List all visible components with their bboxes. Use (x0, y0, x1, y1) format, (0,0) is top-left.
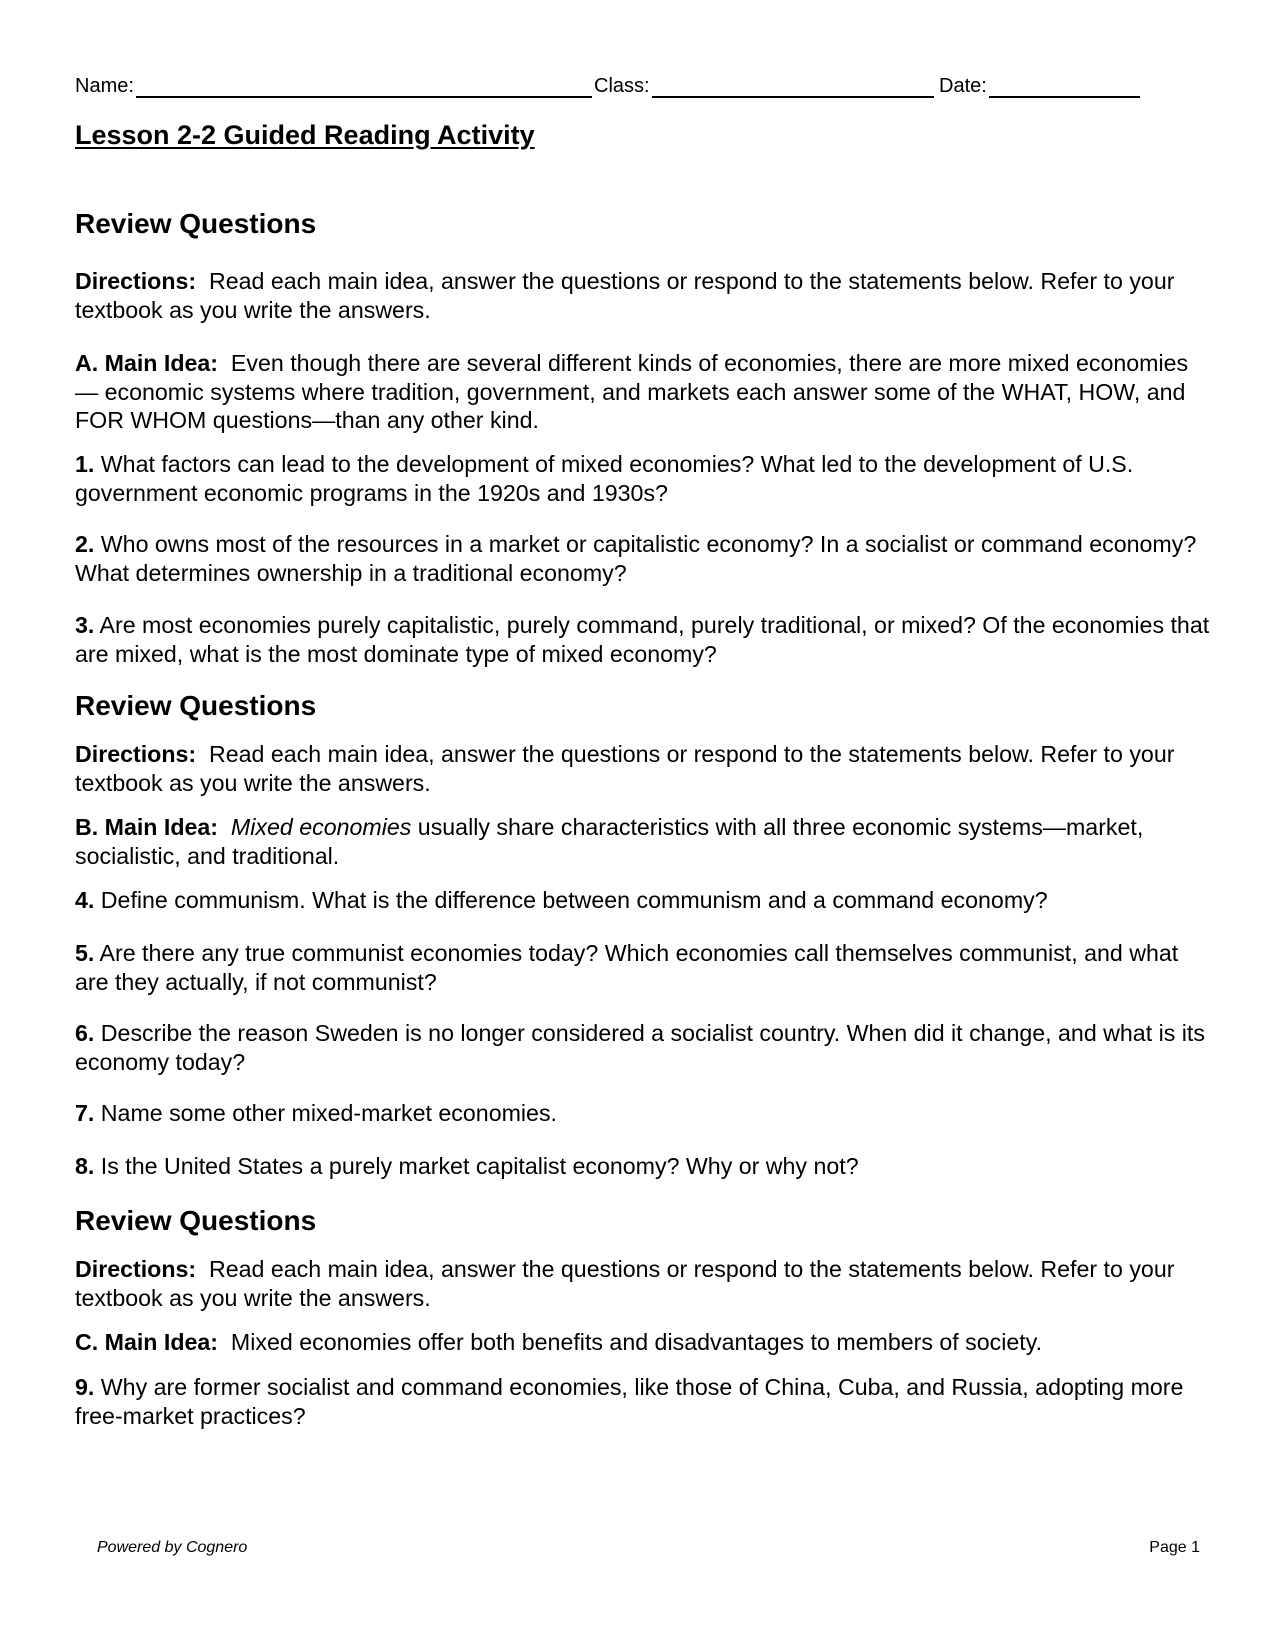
question (75, 450, 1210, 507)
question-text: Define communism. What is the difference between communism and a command economy? (100, 887, 1048, 913)
question-text: Are most economies purely capitalistic, purely command, purely traditional, or mixed? Of the economies that are mixed, what is the most dominate type of mixed economy? (75, 612, 1210, 667)
section-heading: Review Questions (75, 1205, 317, 1236)
main-idea-italic: Mixed economies (230, 814, 412, 840)
page-number: Page 1 (1149, 1539, 1200, 1556)
date-blank-line[interactable] (989, 74, 1140, 98)
question (75, 1152, 1210, 1181)
section-heading: Review Questions (75, 208, 317, 239)
directions-text: Read each main idea, answer the questions or respond to the statements below. Refer to your textbook as you write the answers. (75, 1256, 1175, 1311)
student-info-header (75, 74, 1200, 102)
question-number: 2. (75, 531, 95, 557)
section-heading: Review Questions (75, 690, 317, 721)
question-text: Describe the reason Sweden is no longer considered a socialist country. When did it change, and what is its economy today? (75, 1020, 1205, 1075)
question (75, 611, 1210, 668)
directions-text: Read each main idea, answer the questions or respond to the statements below. Refer to your textbook as you write the answers. (75, 741, 1175, 796)
class-field[interactable] (594, 74, 934, 98)
class-label: Class: (594, 75, 650, 97)
directions (75, 267, 1210, 324)
question-text: Why are former socialist and command economies, like those of China, Cuba, and Russia, adopting more free-market practices? (75, 1374, 1184, 1429)
question-number: 7. (75, 1100, 95, 1126)
main-idea-label: A. Main Idea: (75, 350, 219, 376)
question (75, 939, 1210, 996)
date-field[interactable] (939, 74, 1140, 98)
directions-label: Directions: (75, 741, 197, 767)
directions-label: Directions: (75, 268, 197, 294)
question (75, 886, 1210, 915)
main-idea (75, 1328, 1210, 1357)
question-number: 5. (75, 940, 95, 966)
page-title: Lesson 2-2 Guided Reading Activity (75, 120, 535, 150)
question-number: 3. (75, 612, 95, 638)
main-idea-label: C. Main Idea: (75, 1329, 219, 1355)
question-number: 4. (75, 887, 95, 913)
question-number: 6. (75, 1020, 95, 1046)
name-field[interactable] (75, 74, 592, 98)
directions-text: Read each main idea, answer the questions or respond to the statements below. Refer to your textbook as you write the answers. (75, 268, 1175, 323)
question (75, 1019, 1210, 1076)
powered-by-footer: Powered by Cognero (97, 1539, 248, 1556)
question-text: Are there any true communist economies today? Which economies call themselves communist, and what are they actually, if not communist? (75, 940, 1179, 995)
question-text: Name some other mixed-market economies. (100, 1100, 557, 1126)
question-number: 1. (75, 451, 95, 477)
question-number: 8. (75, 1153, 95, 1179)
main-idea-label: B. Main Idea: (75, 814, 219, 840)
date-label: Date: (939, 75, 987, 97)
directions-label: Directions: (75, 1256, 197, 1282)
question (75, 1373, 1210, 1430)
directions (75, 740, 1210, 797)
question (75, 1099, 1210, 1128)
main-idea (75, 349, 1210, 435)
question-text: What factors can lead to the development of mixed economies? What led to the development of U.S. government economic programs in the 1920s and 1930s? (75, 451, 1134, 506)
question-text: Who owns most of the resources in a market or capitalistic economy? In a socialist or command economy? What determines ownership in a traditional economy? (75, 531, 1197, 586)
name-label: Name: (75, 75, 134, 97)
class-blank-line[interactable] (652, 74, 934, 98)
question-text: Is the United States a purely market capitalist economy? Why or why not? (100, 1153, 859, 1179)
main-idea-text: Mixed economies offer both benefits and disadvantages to members of society. (230, 1329, 1043, 1355)
question-number: 9. (75, 1374, 95, 1400)
main-idea-text: Even though there are several different kinds of economies, there are more mixed economies— economic systems where tradition, government, and markets each answer some of the WHAT, HOW, and FOR WHOM questions—than any other kind. (75, 350, 1189, 433)
main-idea-text: usually share characteristics with all three economic systems—market, socialistic, and traditional. (75, 814, 1144, 869)
name-blank-line[interactable] (136, 74, 592, 98)
directions (75, 1255, 1210, 1312)
main-idea (75, 813, 1210, 870)
question (75, 530, 1210, 587)
